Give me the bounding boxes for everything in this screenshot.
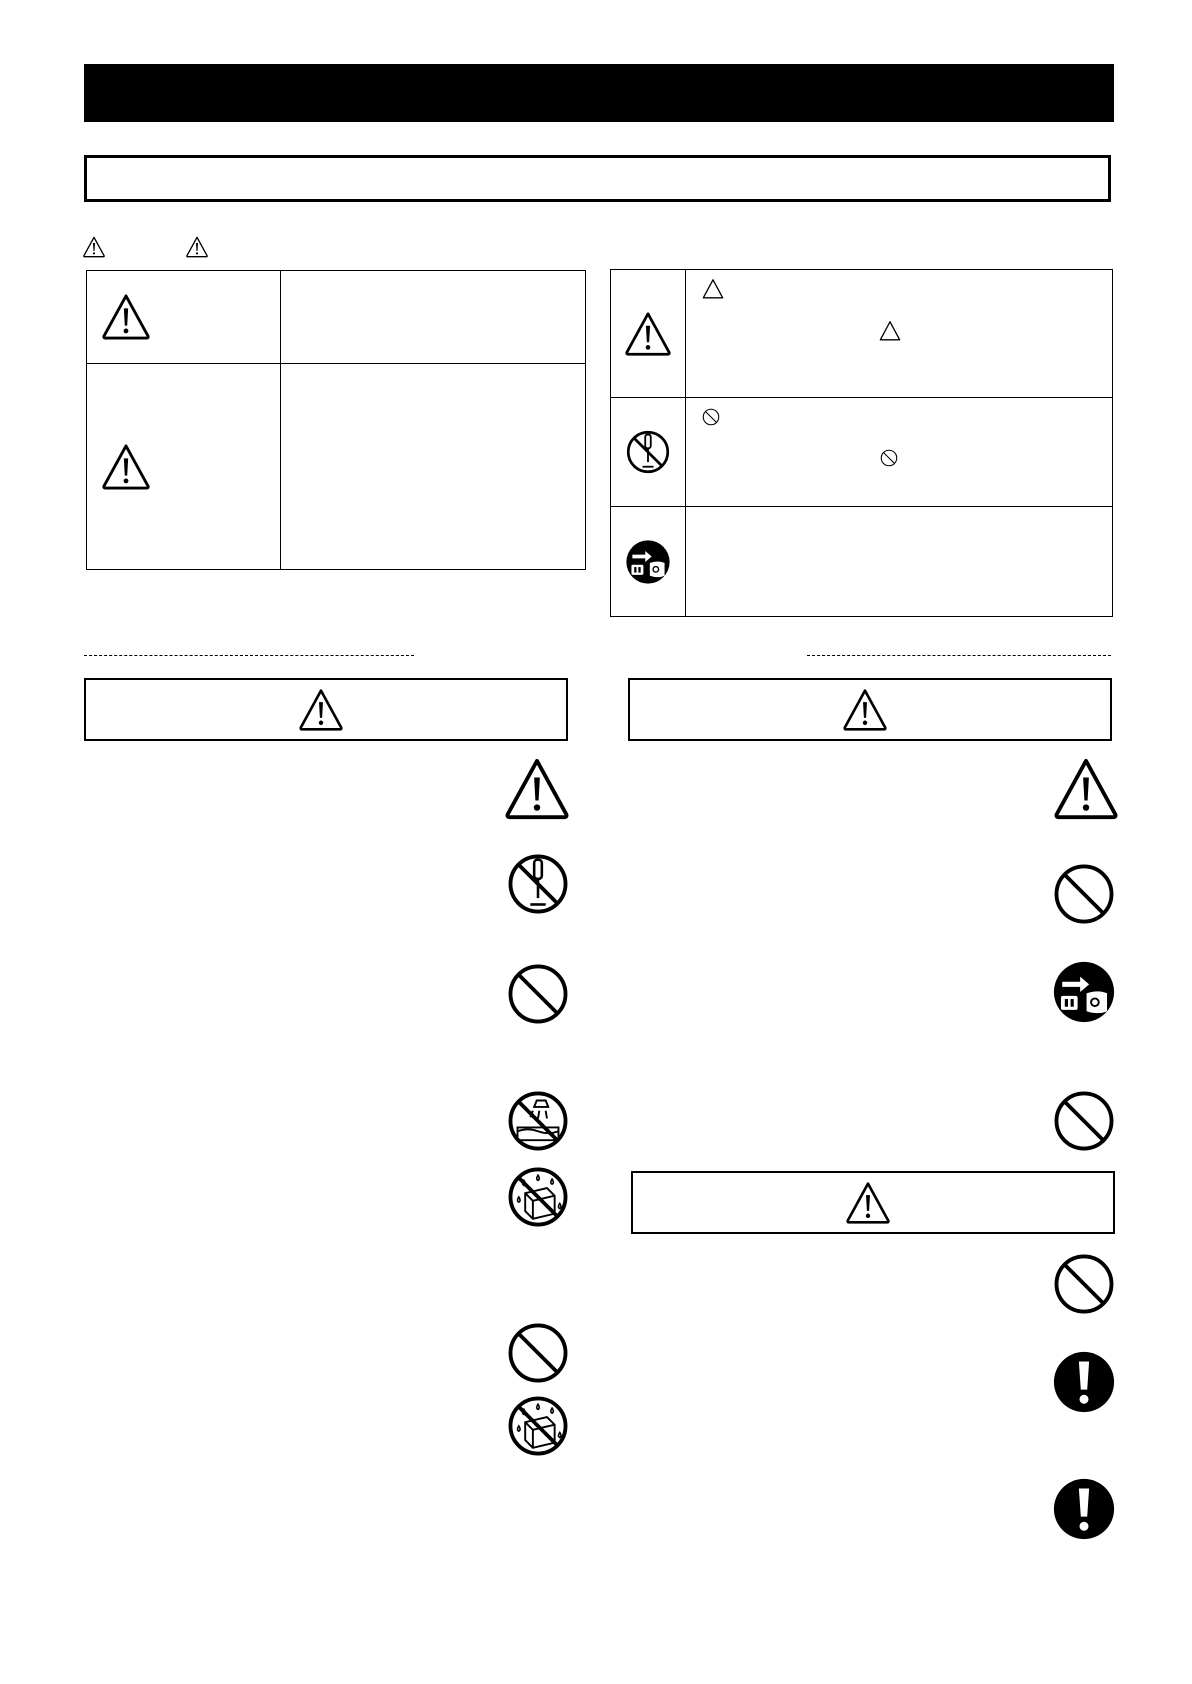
symbol-icon-cell bbox=[611, 398, 686, 507]
warning-triangle-icon bbox=[503, 757, 571, 825]
warning-triangle-icon bbox=[101, 293, 151, 341]
prohibition-icon bbox=[1052, 862, 1120, 930]
mandatory-action-icon bbox=[1052, 1350, 1120, 1418]
hazard-level-text bbox=[281, 309, 585, 325]
hazard-level-text bbox=[281, 459, 585, 475]
caution-banner bbox=[631, 1171, 1115, 1234]
warning-triangle-icon bbox=[1052, 757, 1120, 825]
warning-banner bbox=[84, 678, 568, 741]
no-liquid-icon bbox=[506, 1394, 574, 1462]
no-liquid-icon bbox=[506, 1165, 574, 1233]
symbol-description bbox=[686, 507, 1113, 617]
section-divider bbox=[807, 655, 1111, 656]
unplug-icon bbox=[611, 539, 685, 585]
no-disassemble-icon bbox=[506, 852, 574, 920]
small-triangle-icon bbox=[702, 278, 724, 304]
symbol-icon-cell bbox=[611, 270, 686, 398]
section-divider bbox=[84, 655, 414, 656]
no-disassemble-icon bbox=[611, 429, 685, 475]
symbol-description bbox=[686, 270, 1113, 398]
page-title bbox=[84, 79, 100, 107]
mandatory-action-icon bbox=[1052, 1477, 1120, 1545]
warning-triangle-icon bbox=[845, 1181, 891, 1225]
title-bar bbox=[84, 64, 1114, 122]
unplug-icon bbox=[1052, 960, 1120, 1028]
symbol-icon-cell bbox=[611, 507, 686, 617]
warning-triangle-icon bbox=[611, 311, 685, 357]
small-prohibition-icon bbox=[880, 449, 898, 471]
no-water-bath-icon bbox=[506, 1089, 574, 1157]
subtitle-box bbox=[84, 155, 1111, 202]
symbol-legend-table bbox=[610, 269, 1113, 617]
prohibition-icon bbox=[1052, 1089, 1120, 1157]
symbol-text bbox=[686, 554, 1112, 570]
prohibition-icon bbox=[506, 1321, 574, 1389]
symbol-text bbox=[686, 444, 1112, 460]
small-triangle-icon bbox=[879, 320, 901, 346]
small-prohibition-icon bbox=[702, 408, 720, 430]
prohibition-icon bbox=[1052, 1252, 1120, 1320]
page-subtitle bbox=[87, 168, 99, 189]
symbol-description bbox=[686, 398, 1113, 507]
hazard-level-table bbox=[86, 270, 586, 570]
warning-triangle-icon bbox=[298, 688, 344, 732]
warning-triangle-icon bbox=[101, 443, 151, 491]
hazard-level-icon-cell bbox=[87, 271, 281, 364]
hazard-level-description bbox=[281, 271, 586, 364]
warning-triangle-icon bbox=[83, 236, 105, 258]
prohibition-icon bbox=[506, 962, 574, 1030]
warning-triangle-icon bbox=[842, 688, 888, 732]
caution-banner bbox=[628, 678, 1112, 741]
hazard-level-icon-cell bbox=[87, 364, 281, 570]
warning-triangle-icon bbox=[186, 236, 208, 258]
hazard-level-description bbox=[281, 364, 586, 570]
